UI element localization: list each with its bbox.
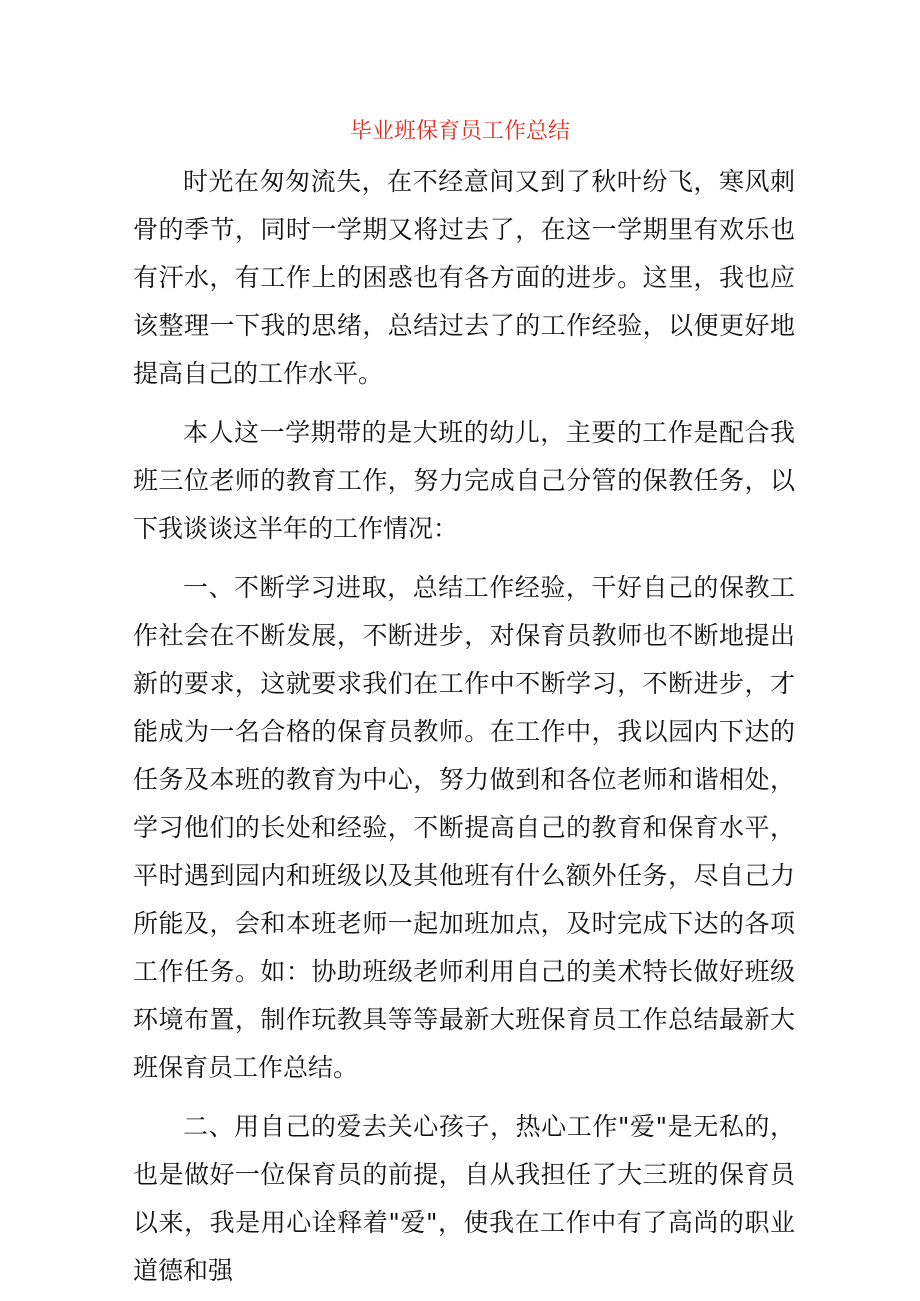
document-body: [133, 158, 795, 1295]
paragraph-section-one: 一、不断学习进取，总结工作经验，干好自己的保教工作社会在不断发展，不断进步，对保育员教师也不断地提出新的要求，这就要求我们在工作中不断学习，不断进步，才能成为一名合格的保育员教师。在工作中，我以园内下达的任务及本班的教育为中心，努力做到和各位老师和谐相处，学习他们的长处和经验，不断提高自己的教育和保育水平，平时遇到园内和班级以及其他班有什么额外任务，尽自己力所能及，会和本班老师一起加班加点，及时完成下达的各项工作任务。如：协助班级老师利用自己的美术特长做好班级环境布置，制作玩教具等等最新大班保育员工作总结最新大班保育员工作总结。: [133, 573, 795, 1082]
paragraph-overview: 本人这一学期带的是大班的幼儿，主要的工作是配合我班三位老师的教育工作，努力完成自己分管的保教任务，以下我谈谈这半年的工作情况：: [133, 418, 795, 543]
paragraph-section-two: 二、用自己的爱去关心孩子，热心工作"爱"是无私的，也是做好一位保育员的前提，自从我担任了大三班的保育员以来，我是用心诠释着"爱"，使我在工作中有了高尚的职业道德和强: [133, 1112, 795, 1285]
document-title: 毕业班保育员工作总结: [349, 119, 570, 144]
paragraph-intro: 时光在匆匆流失，在不经意间又到了秋叶纷飞，寒风刺骨的季节，同时一学期又将过去了，在这一学期里有欢乐也有汗水，有工作上的困惑也有各方面的进步。这里，我也应该整理一下我的思绪，总结过去了的工作经验，以便更好地提高自己的工作水平。: [133, 167, 795, 388]
